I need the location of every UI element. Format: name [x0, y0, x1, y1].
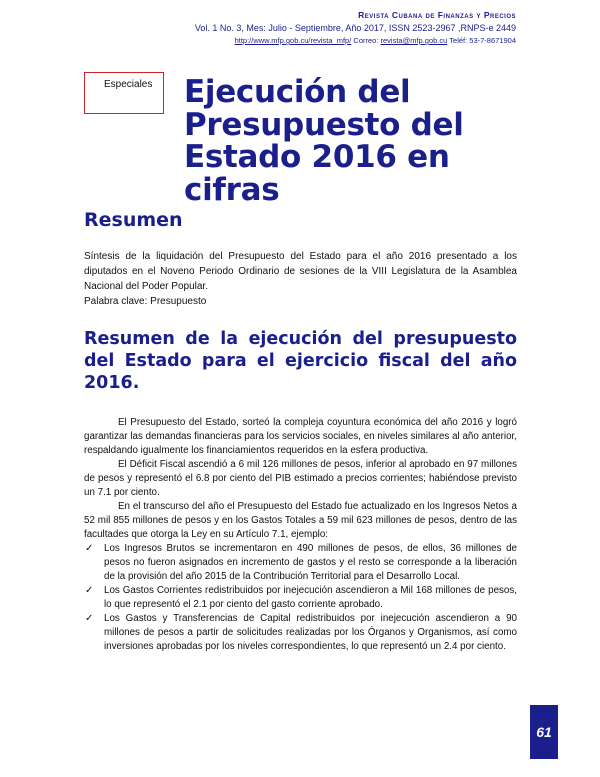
bullet-item [84, 612, 517, 654]
resumen-heading: Resumen [84, 209, 183, 231]
journal-phone: Teléf: 53-7-8671904 [449, 36, 516, 45]
page-number: 61 [530, 705, 558, 759]
bullet-text: Los Gastos y Transferencias de Capital redistribuidos por inejecución ascendieron a 90 millones de pesos a partir de solicitudes realizadas por los Órganos y Organismos, así como inversiones aprobadas por los niveles correspondientes, lo que representó un 2.4 por ciento. [104, 613, 517, 652]
paragraph: En el transcurso del año el Presupuesto del Estado fue actualizado en los Ingresos Netos a 52 mil 855 millones de pesos y en los Gastos Totales a 59 mil 623 millones de pesos, dentro de las facultades que otorga la Ley en su Artículo 7.1, ejemplo: [84, 501, 517, 540]
journal-meta: Vol. 1 No. 3, Mes: Julio - Septiembre, Año 2017, ISSN 2523-2967 ,RNPS-e 2449 [194, 23, 516, 33]
paragraph: El Presupuesto del Estado, sorteó la compleja coyuntura económica del año 2016 y logró garantizar las demandas financieras para los servicios sociales, en niveles similares al año anterior, respaldando igualmente los financiamientos requeridos en la esfera productiva. [84, 417, 517, 456]
checkmark-icon: ✓ [85, 585, 94, 596]
bullet-text: Los Ingresos Brutos se incrementaron en 490 millones de pesos, de ellos, 36 millones de pesos no fueron asignados en incremento de gastos y el resto se corresponde a la liberación de la provisión del año 2015 de la Contribución Territorial para el Desarrollo Local. [104, 543, 517, 582]
bullet-list [84, 542, 517, 654]
checkmark-icon: ✓ [85, 543, 94, 554]
journal-title: Revista Cubana de Finanzas y Precios [358, 10, 516, 20]
resumen-text: Síntesis de la liquidación del Presupuesto del Estado para el año 2016 presentado a los diputados en el Noveno Periodo Ordinario de sesiones de la VIII Legislatura de la Asamblea Nacional del Poder Popular. [84, 251, 517, 292]
bullet-item [84, 542, 517, 584]
section-label: Especiales [104, 79, 153, 90]
journal-links [235, 36, 516, 45]
section-label-box [84, 72, 164, 114]
correo-label: Correo: [353, 36, 379, 45]
body-text [84, 416, 517, 654]
bullet-text: Los Gastos Corrientes redistribuidos por inejecución ascendieron a Mil 168 millones de pesos, lo que representó el 2.1 por ciento del gasto corriente aprobado. [104, 585, 517, 610]
checkmark-icon: ✓ [85, 613, 94, 624]
section-heading: Resumen de la ejecución del presupuesto del Estado para el ejercicio fiscal del año 2016. [84, 329, 517, 393]
keywords: Palabra clave: Presupuesto [84, 296, 207, 307]
journal-email-link[interactable]: revista@mfp.gob.cu [380, 36, 448, 45]
article-title: Ejecución del Presupuesto del Estado 2016 en cifras [184, 74, 464, 208]
journal-url-link[interactable]: http://www.mfp.gob.cu/revista_mfp/ [234, 36, 352, 45]
bullet-item [84, 584, 517, 612]
paragraph: El Déficit Fiscal ascendió a 6 mil 126 millones de pesos, inferior al aprobado en 97 millones de pesos y representó el 6.8 por ciento del PIB estimado a precios corrientes; habiéndose previsto un 7.1 por ciento. [84, 459, 517, 498]
